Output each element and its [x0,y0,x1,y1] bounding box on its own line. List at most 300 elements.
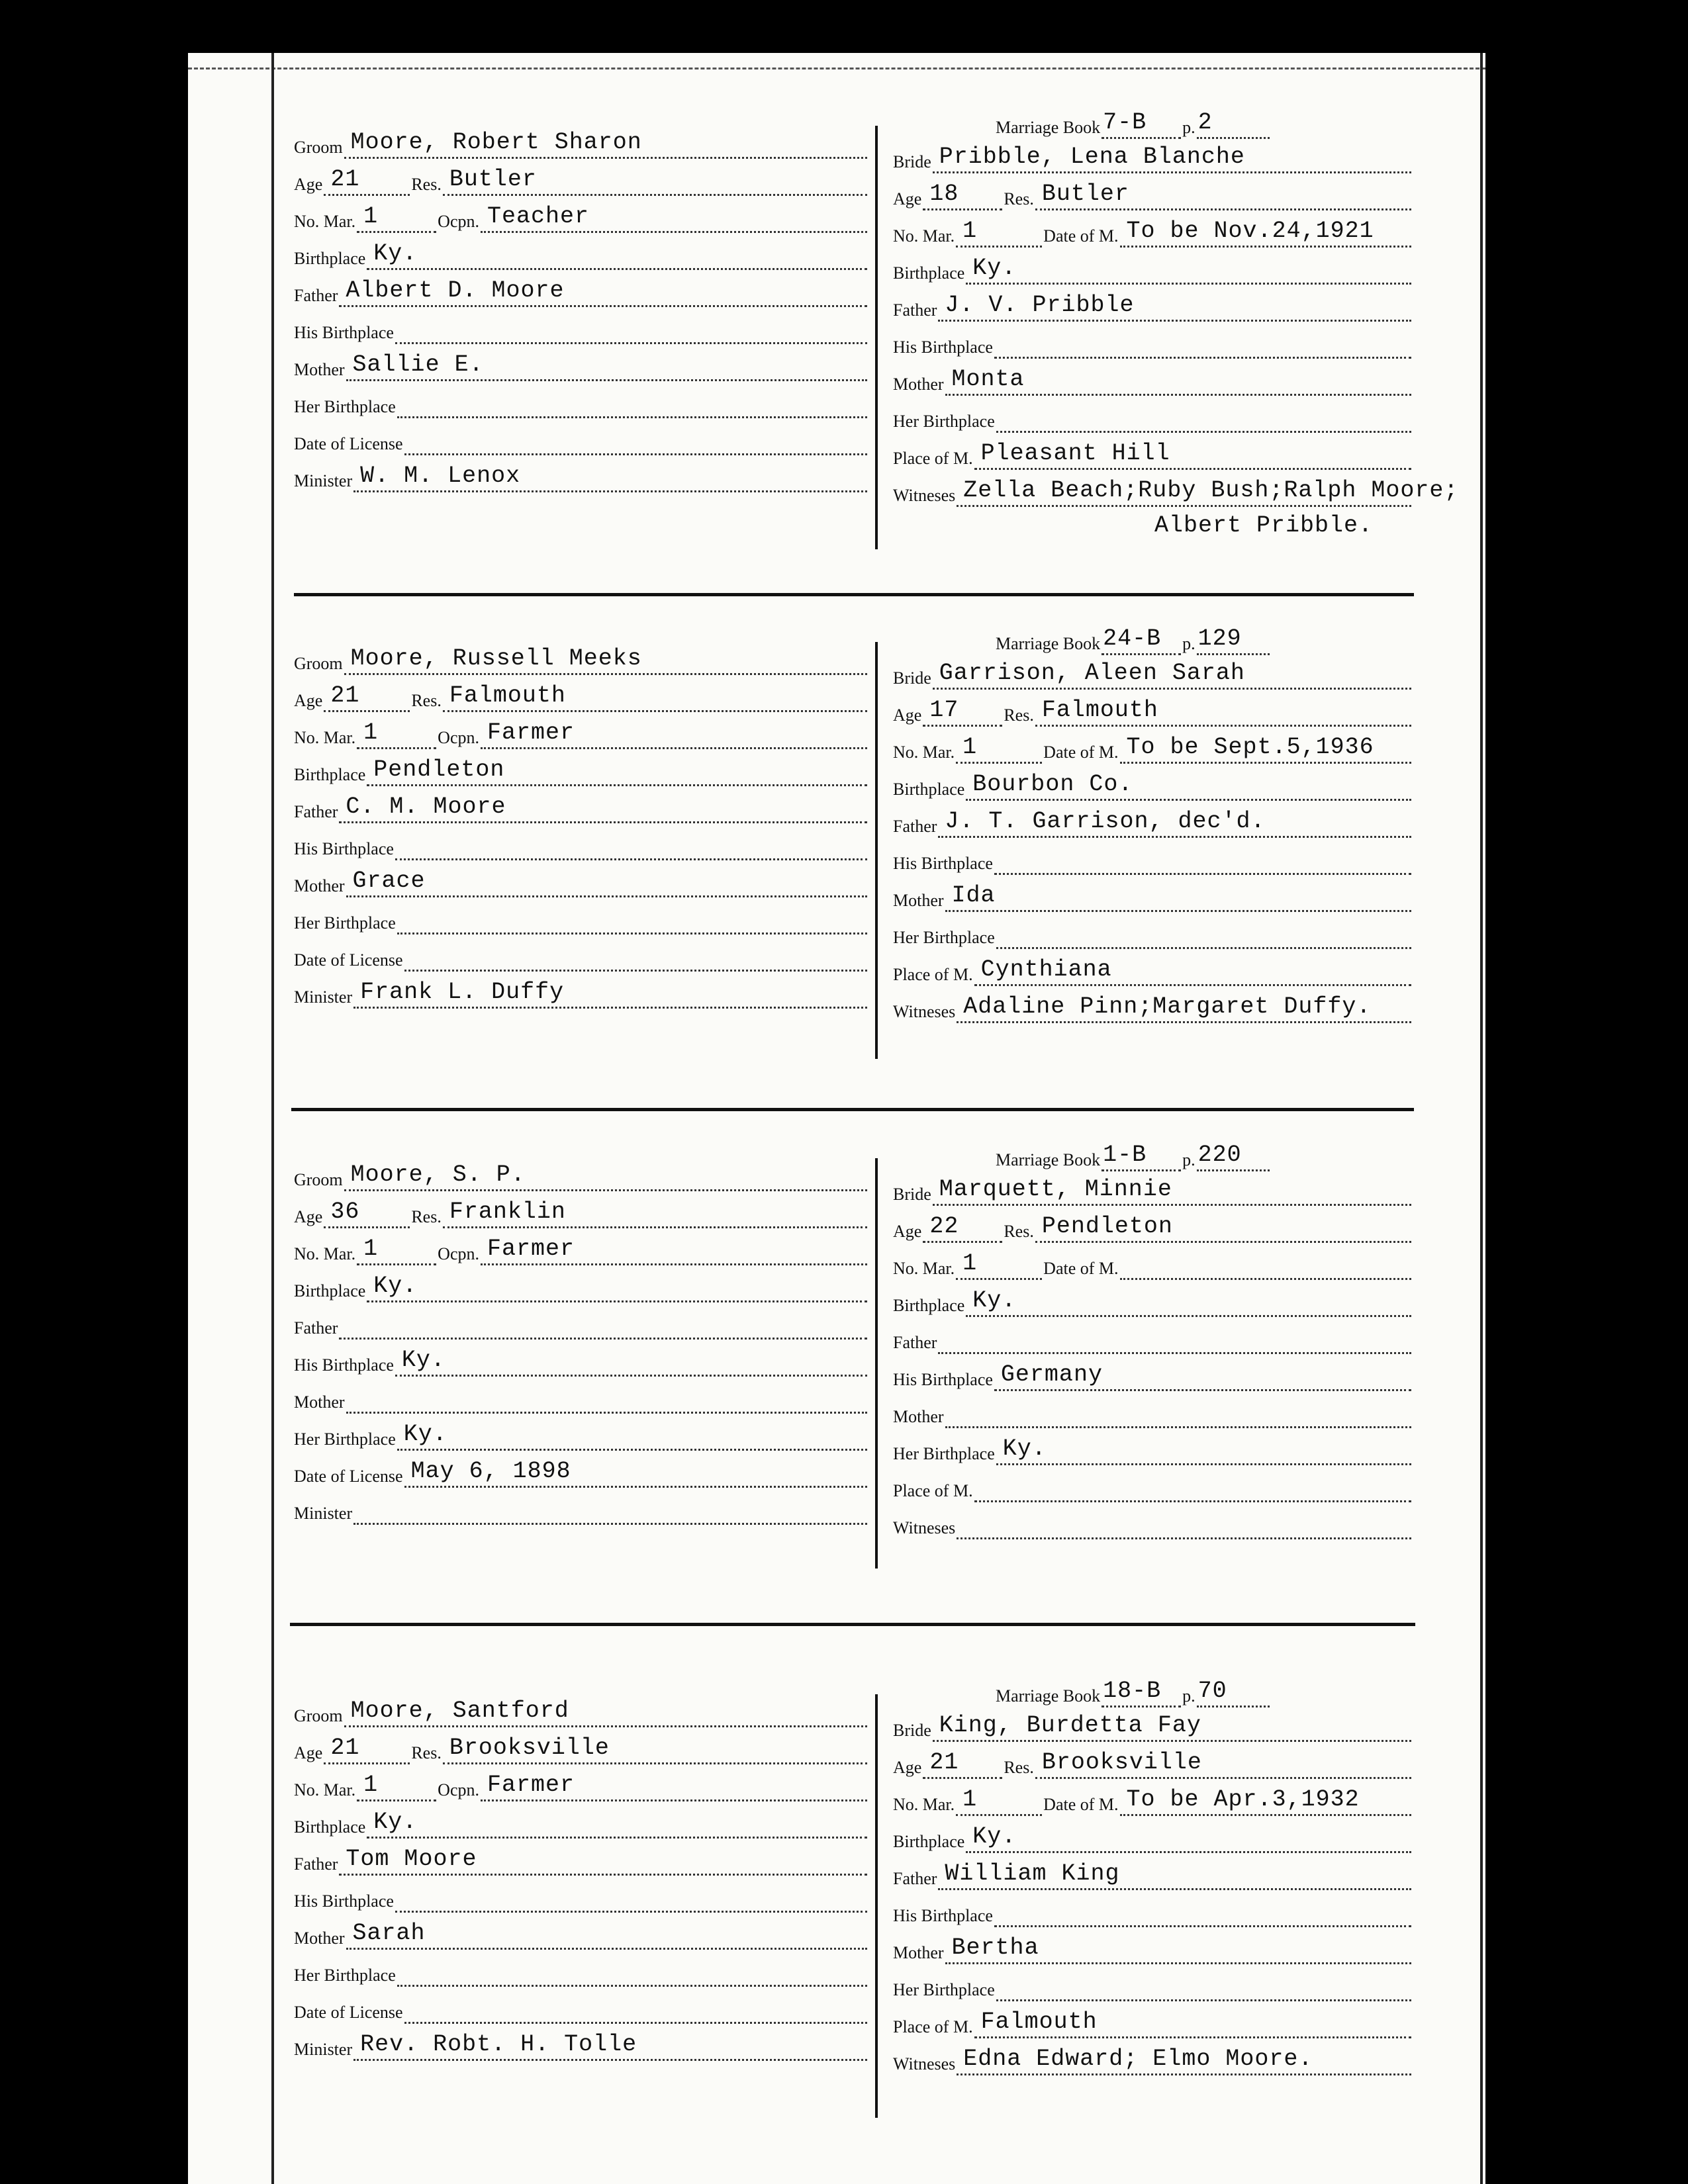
label-no-mar: No. Mar. [893,226,955,246]
bride-his-birthplace-value: Germany [1000,1361,1103,1388]
groom-row [294,1920,868,1950]
label-ocpn: Ocpn. [438,728,479,747]
groom-age-field [324,1201,410,1228]
label-her-birthplace: Her Birthplace [294,1966,396,1985]
groom-her-birthplace-value: Ky. [403,1421,447,1447]
label-mother: Mother [294,1929,345,1948]
bride-witnesses-field [957,2048,1411,2075]
label-father: Father [893,817,937,836]
bride-birthplace-value: Ky. [972,255,1017,281]
groom-birthplace-value: Pendleton [373,756,505,783]
groom-minister-field [353,2031,867,2061]
bride-age-field [923,183,1002,210]
bride-place-of-m-field [974,1475,1411,1502]
bride-father-value: J. T. Garrison, dec'd. [945,808,1266,835]
bride-row [893,218,1413,248]
groom-row [294,240,868,270]
groom-ocpn-field [481,1238,867,1265]
groom-row [294,129,868,159]
label-his-birthplace: His Birthplace [294,839,394,858]
groom-no-mar-field [357,719,436,749]
groom-row [294,1698,868,1727]
bride-row [893,1749,1413,1779]
groom-res-field [443,166,867,196]
bride-row [893,1328,1413,1354]
bride-no-mar-field [956,1250,1042,1280]
groom-row [294,429,868,455]
bride-row [893,771,1413,801]
bride-date-of-m-value: To be Sept.5,1936 [1126,734,1374,760]
label-place-of-m: Place of M. [893,449,973,468]
groom-mother-value: Grace [352,868,426,894]
bride-her-birthplace-value: Ky. [1002,1435,1047,1462]
groom-row [294,1997,868,2024]
bride-date-of-m-value: To be Nov.24,1921 [1126,218,1374,244]
groom-his-birthplace-field [395,317,867,344]
bride-her-birthplace-field [996,1435,1411,1465]
bride-row [893,1860,1413,1890]
bride-father-value: J. V. Pribble [945,292,1135,318]
bride-row [893,2046,1413,2075]
label-mother: Mother [893,1407,944,1426]
label-father: Father [294,1318,338,1338]
marriage-book-row [996,1142,1413,1171]
groom-mother-value: Sallie E. [352,351,484,378]
label-birthplace: Birthplace [893,780,965,799]
label-his-birthplace: His Birthplace [893,1370,993,1389]
groom-birthplace-value: Ky. [373,240,418,267]
label-age: Age [893,189,922,208]
groom-row [294,203,868,233]
label-date-of-license: Date of License [294,2003,403,2022]
groom-age-field [324,1737,410,1764]
bride-age-value: 22 [929,1213,959,1240]
bride-name-value: Marquett, Minnie [939,1176,1172,1203]
label-res: Res. [1004,1222,1034,1241]
groom-row [294,1735,868,1764]
groom-minister-value: Frank L. Duffy [360,979,565,1005]
marriage-book-field [1102,109,1181,139]
groom-minister-field [353,981,867,1009]
groom-no-mar-field [357,203,436,233]
groom-row [294,318,868,344]
bride-mother-field [945,1934,1411,1964]
label-no-mar: No. Mar. [294,728,356,747]
groom-father-value: Albert D. Moore [346,277,565,304]
label-her-birthplace: Her Birthplace [893,1980,995,1999]
bride-res-field [1035,697,1411,727]
marriage-page-value: 70 [1197,1678,1227,1704]
bride-age-field [923,697,1002,727]
groom-age-value: 21 [330,682,360,709]
groom-minister-value: Rev. Robt. H. Tolle [360,2031,637,2058]
bride-no-mar-value: 1 [962,1786,978,1813]
label-age: Age [893,1222,922,1241]
bride-father-field [938,1327,1411,1354]
groom-row [294,1387,868,1414]
groom-row [294,1421,868,1451]
column-divider [875,126,878,549]
record-separator [290,1623,1415,1626]
label-res: Res. [411,1207,442,1226]
groom-name-value: Moore, Robert Sharon [350,129,642,156]
groom-father-value: C. M. Moore [346,794,506,820]
groom-ocpn-field [481,719,867,749]
label-mother: Mother [893,375,944,394]
right-margin-rule [1480,53,1483,2184]
bride-name-field [933,1712,1411,1742]
groom-ocpn-value: Farmer [487,1236,575,1262]
bride-row [893,1213,1413,1243]
label-groom: Groom [294,654,343,673]
groom-res-value: Brooksville [449,1735,610,1761]
column-divider [875,1158,878,1569]
bride-res-field [1035,1749,1411,1779]
label-marriage-book: Marriage Book [996,1150,1101,1169]
bride-res-value: Pendleton [1041,1213,1173,1240]
groom-name-field [344,645,867,675]
record-card-page [188,53,1485,2184]
groom-row [294,1960,868,1987]
bride-row [893,956,1413,986]
groom-no-mar-value: 1 [363,1236,379,1262]
groom-age-value: 21 [330,1735,360,1761]
label-father: Father [294,802,338,821]
label-date-of-m: Date of M. [1043,743,1119,762]
bride-no-mar-field [956,734,1042,764]
bride-row [893,734,1413,764]
label-age: Age [893,1758,922,1777]
groom-no-mar-field [357,1238,436,1265]
witnesses-continued: Albert Pribble. [1154,512,1374,539]
label-mother: Mother [893,891,944,910]
groom-date-of-license-value: May 6, 1898 [410,1458,571,1484]
groom-row [294,1809,868,1839]
label-marriage-book: Marriage Book [996,118,1101,137]
label-page: p. [1182,118,1196,137]
label-his-birthplace: His Birthplace [893,854,993,873]
groom-minister-field [353,465,867,492]
groom-her-birthplace-field [397,391,867,418]
groom-her-birthplace-field [397,907,867,934]
groom-row [294,1236,868,1265]
bride-row [893,332,1413,359]
groom-row [294,868,868,897]
label-birthplace: Birthplace [294,249,366,268]
bride-row [893,882,1413,912]
groom-row [294,645,868,675]
groom-row [294,794,868,823]
bride-row [893,993,1413,1023]
label-birthplace: Birthplace [893,263,965,283]
groom-res-value: Butler [449,166,537,193]
bride-his-birthplace-field [994,848,1411,875]
groom-row [294,277,868,307]
bride-mother-value: Bertha [951,1934,1039,1961]
groom-row [294,682,868,712]
marriage-book-row [996,625,1413,655]
bride-row [893,1513,1413,1539]
bride-row [893,660,1413,690]
groom-row [294,1313,868,1340]
bride-mother-value: Monta [951,366,1025,392]
bride-age-value: 17 [929,697,959,723]
label-date-of-license: Date of License [294,950,403,970]
label-age: Age [294,1743,323,1762]
groom-row [294,1886,868,1913]
bride-row [893,1934,1413,1964]
groom-row [294,945,868,972]
label-witnesses: Witneses [893,2054,956,2073]
label-her-birthplace: Her Birthplace [294,1430,396,1449]
groom-age-value: 36 [330,1199,360,1225]
bride-res-field [1035,1213,1411,1243]
bride-name-value: Pribble, Lena Blanche [939,144,1245,170]
bride-father-field [938,808,1411,838]
bride-witnesses-value: Zella Beach;Ruby Bush;Ralph Moore; [963,477,1459,504]
groom-date-of-license-field [404,1458,867,1488]
marriage-page-value: 2 [1197,109,1213,136]
bride-row [893,181,1413,210]
label-place-of-m: Place of M. [893,2017,973,2036]
groom-her-birthplace-field [397,1960,867,1987]
label-birthplace: Birthplace [294,765,366,784]
label-date-of-m: Date of M. [1043,1795,1119,1814]
bride-row [893,1402,1413,1428]
groom-date-of-license-field [404,428,867,455]
groom-res-field [443,1201,867,1228]
label-mother: Mother [294,360,345,379]
bride-place-of-m-field [974,440,1411,470]
bride-father-value: William King [945,1860,1120,1887]
bride-witnesses-field [957,477,1459,507]
label-ocpn: Ocpn. [438,1780,479,1799]
groom-date-of-license-field [404,944,867,972]
bride-row [893,697,1413,727]
bride-birthplace-value: Bourbon Co. [972,771,1133,797]
bride-row [893,255,1413,285]
bride-row [893,366,1413,396]
groom-father-field [339,277,867,307]
label-minister: Minister [294,1504,353,1523]
label-her-birthplace: Her Birthplace [893,1444,995,1463]
bride-her-birthplace-field [996,406,1411,433]
label-minister: Minister [294,471,353,490]
bride-row [893,808,1413,838]
bride-row [893,144,1413,173]
bride-her-birthplace-field [996,1974,1411,2001]
groom-row [294,1273,868,1302]
label-ocpn: Ocpn. [438,1244,479,1263]
groom-father-field [339,796,867,823]
marriage-page-field [1197,1680,1270,1707]
label-his-birthplace: His Birthplace [294,1355,394,1375]
groom-ocpn-value: Farmer [487,719,575,746]
bride-witnesses-value: Adaline Pinn;Margaret Duffy. [963,993,1372,1020]
groom-row [294,166,868,196]
bride-row [893,1287,1413,1317]
label-her-birthplace: Her Birthplace [294,397,396,416]
bride-witnesses-field [957,1512,1411,1539]
bride-no-mar-field [956,220,1042,248]
label-age: Age [893,705,922,725]
label-bride: Bride [893,668,931,688]
groom-birthplace-value: Ky. [373,1273,418,1299]
label-her-birthplace: Her Birthplace [893,928,995,947]
bride-res-value: Brooksville [1041,1749,1202,1776]
label-age: Age [294,175,323,194]
label-his-birthplace: His Birthplace [294,323,394,342]
groom-age-field [324,166,410,196]
label-minister: Minister [294,987,353,1007]
bride-row [893,1901,1413,1927]
label-date-of-m: Date of M. [1043,226,1119,246]
bride-row [893,1975,1413,2001]
label-no-mar: No. Mar. [294,1780,356,1799]
bride-row [893,1176,1413,1206]
groom-name-field [344,129,867,159]
marriage-book-field [1102,1680,1181,1707]
label-witnesses: Witneses [893,1002,956,1021]
bride-row [893,440,1413,470]
label-no-mar: No. Mar. [893,743,955,762]
groom-row [294,1498,868,1525]
groom-date-of-license-field [404,1997,867,2024]
groom-res-field [443,682,867,712]
label-father: Father [893,300,937,320]
label-no-mar: No. Mar. [893,1259,955,1278]
label-page: p. [1182,634,1196,653]
marriage-book-value: 7-B [1103,109,1147,136]
column-divider [875,1694,878,2118]
bride-row [893,1712,1413,1742]
record-separator [294,593,1414,596]
label-res: Res. [1004,705,1034,725]
marriage-page-value: 220 [1197,1142,1242,1168]
label-his-birthplace: His Birthplace [893,1906,993,1925]
label-res: Res. [411,1743,442,1762]
groom-ocpn-field [481,1774,867,1801]
bride-res-value: Falmouth [1041,697,1158,723]
bride-age-field [923,1213,1002,1243]
bride-row [893,1435,1413,1465]
bride-mother-value: Ida [951,882,996,909]
label-date-of-license: Date of License [294,434,403,453]
bride-name-value: Garrison, Aleen Sarah [939,660,1245,686]
label-no-mar: No. Mar. [294,1244,356,1263]
bride-row [893,406,1413,433]
bride-row [893,292,1413,322]
groom-res-value: Falmouth [449,682,566,709]
marriage-page-value: 129 [1197,625,1242,652]
label-place-of-m: Place of M. [893,1481,973,1500]
label-mother: Mother [294,1392,345,1412]
marriage-book-row [996,1678,1413,1707]
bride-no-mar-value: 1 [962,218,978,244]
bride-row [893,477,1459,507]
groom-row [294,756,868,786]
label-father: Father [893,1333,937,1352]
label-minister: Minister [294,2040,353,2059]
groom-res-field [443,1737,867,1764]
bride-his-birthplace-field [994,1361,1411,1391]
label-bride: Bride [893,1185,931,1204]
bride-mother-field [945,366,1411,396]
groom-name-value: Moore, S. P. [350,1161,526,1188]
bride-date-of-m-field [1120,220,1411,248]
label-his-birthplace: His Birthplace [294,1891,394,1911]
marriage-book-value: 24-B [1103,625,1162,652]
column-divider [875,642,878,1059]
groom-row [294,979,868,1009]
bride-father-field [938,1860,1411,1890]
label-witnesses: Witneses [893,1518,956,1537]
bride-row [893,1823,1413,1853]
label-mother: Mother [893,1943,944,1962]
marriage-book-value: 1-B [1103,1142,1147,1168]
groom-his-birthplace-field [395,1886,867,1913]
label-age: Age [294,1207,323,1226]
bride-his-birthplace-field [994,332,1411,359]
marriage-book-value: 18-B [1103,1678,1162,1704]
marriage-book-row [996,109,1413,139]
bride-place-of-m-field [974,2011,1411,2038]
groom-row [294,1772,868,1801]
label-mother: Mother [294,876,345,895]
bride-no-mar-field [956,1786,1042,1816]
groom-ocpn-value: Farmer [487,1772,575,1798]
bride-row [893,2009,1413,2038]
groom-mother-field [346,1920,867,1950]
label-birthplace: Birthplace [294,1817,366,1837]
label-witnesses: Witneses [893,486,956,505]
label-age: Age [294,691,323,710]
record-separator [291,1108,1414,1111]
bride-name-field [933,1176,1411,1206]
groom-no-mar-field [357,1774,436,1801]
groom-birthplace-field [367,1811,867,1839]
bride-name-value: King, Burdetta Fay [939,1712,1201,1739]
label-ocpn: Ocpn. [438,212,479,231]
bride-res-field [1035,183,1411,210]
groom-father-value: Tom Moore [346,1846,477,1872]
label-father: Father [294,286,338,305]
label-place-of-m: Place of M. [893,965,973,984]
groom-row [294,2031,868,2061]
bride-name-field [933,146,1411,173]
bride-mother-field [945,1401,1411,1428]
label-page: p. [1182,1686,1196,1706]
label-no-mar: No. Mar. [893,1795,955,1814]
groom-age-value: 21 [330,166,360,193]
bride-place-of-m-field [974,956,1411,986]
groom-minister-field [353,1498,867,1525]
marriage-book-field [1102,1144,1181,1171]
groom-father-field [339,1848,867,1876]
groom-name-field [344,1700,867,1727]
label-res: Res. [1004,189,1034,208]
groom-age-field [324,682,410,712]
label-marriage-book: Marriage Book [996,1686,1101,1706]
bride-row [893,1786,1413,1816]
bride-date-of-m-field [1120,734,1411,764]
bride-row [893,1476,1413,1502]
marriage-page-field [1197,109,1270,139]
groom-mother-field [346,870,867,897]
groom-name-value: Moore, Santford [350,1698,569,1724]
bride-place-of-m-value: Pleasant Hill [980,440,1170,467]
bride-birthplace-field [966,257,1411,285]
